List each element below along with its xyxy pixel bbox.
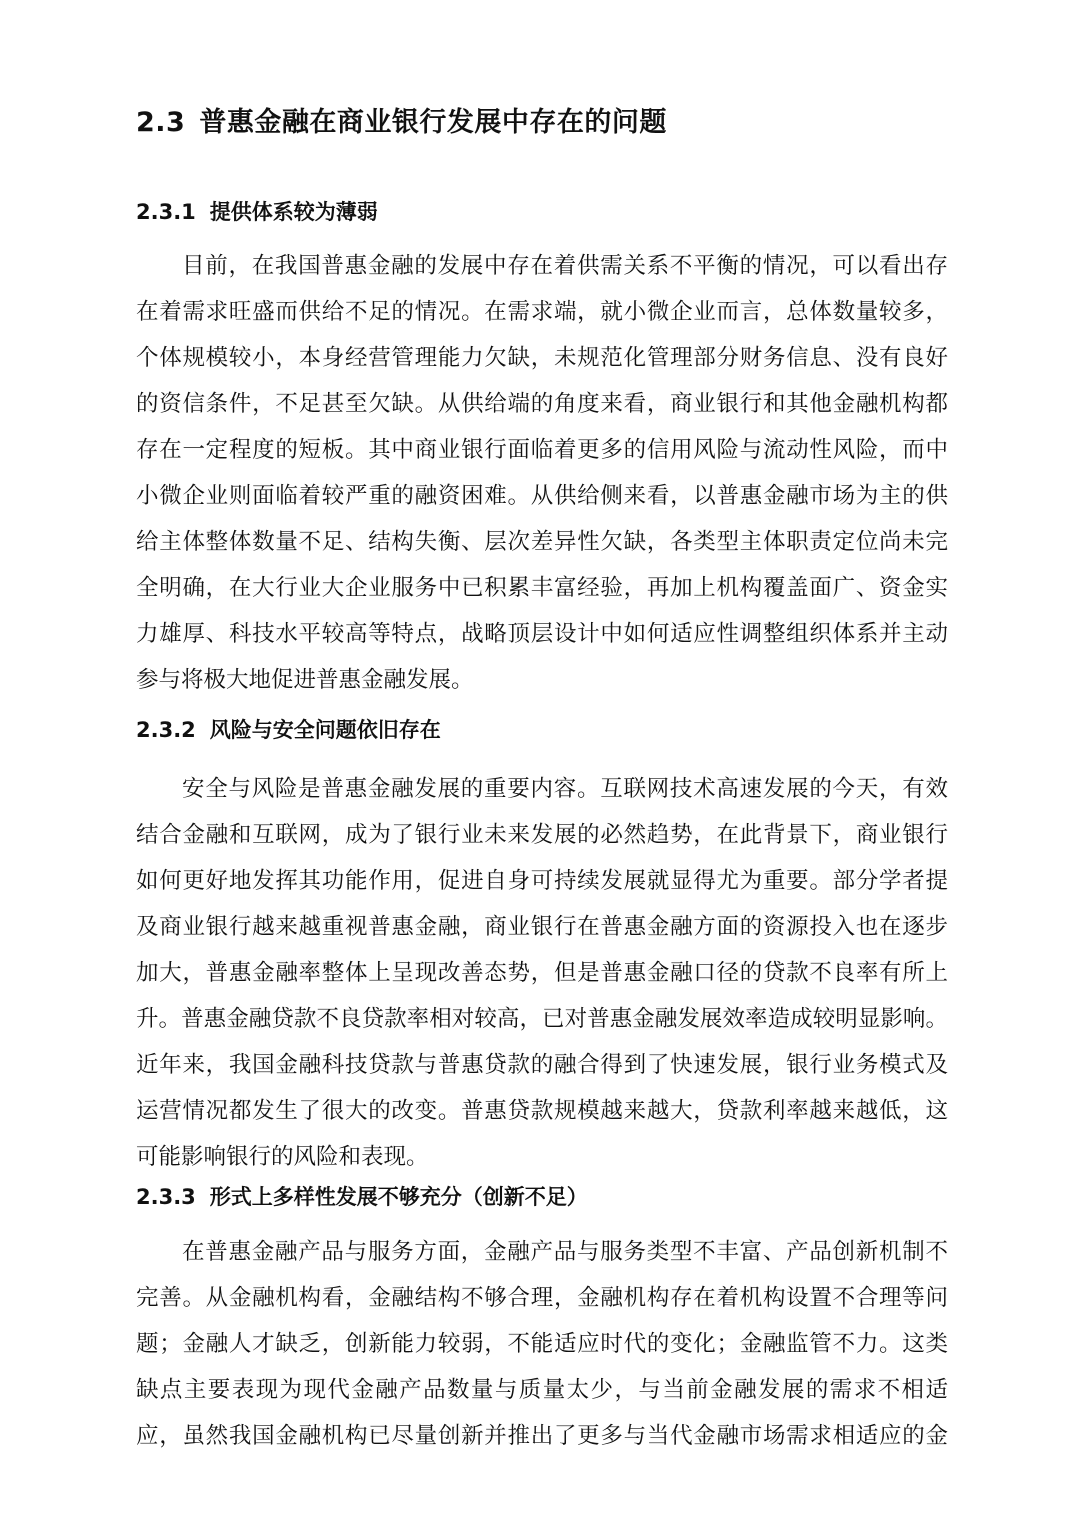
text-line: 完善。从金融机构看，金融结构不够合理，金融机构存在着机构设置不合理等问 — [136, 1285, 948, 1311]
text-line: 可能影响银行的风险和表现。 — [136, 1144, 429, 1170]
paragraph-2-3-1 — [136, 243, 948, 703]
text-line: 个体规模较小，本身经营管理能力欠缺，未规范化管理部分财务信息、没有良好 — [136, 345, 948, 371]
text-line: 加大，普惠金融率整体上呈现改善态势，但是普惠金融口径的贷款不良率有所上 — [136, 960, 948, 986]
paragraph-2-3-3 — [136, 1229, 948, 1459]
subsection-number: 2.3.3 — [136, 1185, 196, 1209]
subsection-heading-2-3-1 — [136, 196, 948, 228]
text-line: 结合金融和互联网，成为了银行业未来发展的必然趋势，在此背景下，商业银行 — [136, 822, 948, 848]
text-line: 给主体整体数量不足、结构失衡、层次差异性欠缺，各类型主体职责定位尚未完 — [136, 529, 948, 555]
paragraph-2-3-2 — [136, 766, 948, 1180]
section-heading — [136, 103, 948, 143]
section-number: 2.3 — [136, 107, 186, 138]
text-line: 题；金融人才缺乏，创新能力较弱，不能适应时代的变化；金融监管不力。这类 — [136, 1331, 948, 1357]
text-line: 的资信条件，不足甚至欠缺。从供给端的角度来看，商业银行和其他金融机构都 — [136, 391, 948, 417]
subsection-title: 形式上多样性发展不够充分（创新不足） — [209, 1185, 588, 1209]
text-line: 存在一定程度的短板。其中商业银行面临着更多的信用风险与流动性风险，而中 — [136, 437, 948, 463]
subsection-number: 2.3.2 — [136, 718, 196, 742]
subsection-heading-2-3-3 — [136, 1181, 948, 1213]
text-line: 运营情况都发生了很大的改变。普惠贷款规模越来越大，贷款利率越来越低，这 — [136, 1098, 948, 1124]
text-line: 在着需求旺盛而供给不足的情况。在需求端，就小微企业而言，总体数量较多， — [136, 299, 948, 325]
text-line: 近年来，我国金融科技贷款与普惠贷款的融合得到了快速发展，银行业务模式及 — [136, 1052, 948, 1078]
text-line: 如何更好地发挥其功能作用，促进自身可持续发展就显得尤为重要。部分学者提 — [136, 868, 948, 894]
text-line: 目前，在我国普惠金融的发展中存在着供需关系不平衡的情况，可以看出存 — [182, 253, 948, 279]
subsection-number: 2.3.1 — [136, 200, 196, 224]
section-title: 普惠金融在商业银行发展中存在的问题 — [199, 107, 667, 138]
text-line: 参与将极大地促进普惠金融发展。 — [136, 667, 474, 693]
subsection-title: 风险与安全问题依旧存在 — [209, 718, 441, 742]
subsection-heading-2-3-2 — [136, 714, 948, 746]
text-line: 全明确，在大行业大企业服务中已积累丰富经验，再加上机构覆盖面广、资金实 — [136, 575, 948, 601]
text-line: 小微企业则面临着较严重的融资困难。从供给侧来看，以普惠金融市场为主的供 — [136, 483, 948, 509]
text-line: 应，虽然我国金融机构已尽量创新并推出了更多与当代金融市场需求相适应的金 — [136, 1423, 948, 1449]
text-line: 力雄厚、科技水平较高等特点，战略顶层设计中如何适应性调整组织体系并主动 — [136, 621, 948, 647]
text-line: 安全与风险是普惠金融发展的重要内容。互联网技术高速发展的今天，有效 — [182, 776, 948, 802]
text-line: 缺点主要表现为现代金融产品数量与质量太少，与当前金融发展的需求不相适 — [136, 1377, 948, 1403]
text-line: 在普惠金融产品与服务方面，金融产品与服务类型不丰富、产品创新机制不 — [182, 1239, 948, 1265]
text-line: 及商业银行越来越重视普惠金融，商业银行在普惠金融方面的资源投入也在逐步 — [136, 914, 948, 940]
subsection-title: 提供体系较为薄弱 — [209, 200, 378, 224]
text-line: 升。普惠金融贷款不良贷款率相对较高，已对普惠金融发展效率造成较明显影响。 — [136, 1006, 948, 1032]
